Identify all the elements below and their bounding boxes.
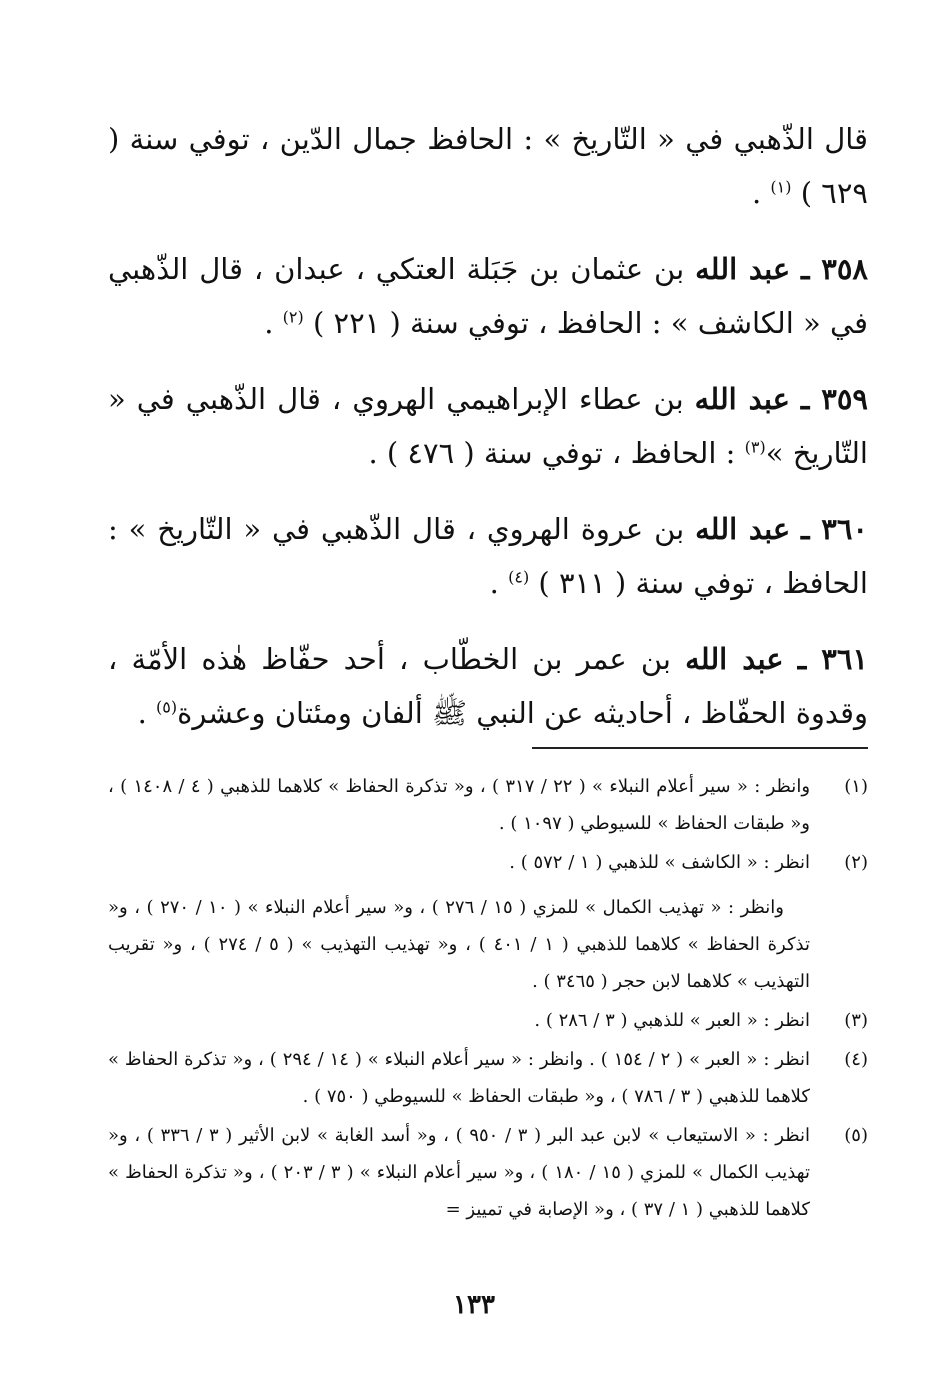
footnote-1: [108, 768, 868, 842]
footnote-5: [108, 1117, 868, 1228]
entry-number: ٣٦١ ـ: [797, 642, 868, 676]
entry-text: بن عطاء الإبراهيمي الهروي ، قال الذّهبي في « التّاريخ »: [108, 382, 868, 470]
entry-number: ٣٥٨ ـ: [801, 252, 869, 286]
entry-text: قال الذّهبي في « التّاريخ » : الحافظ جمال الدّين ، توفي سنة ( ٦٢٩ ): [108, 122, 868, 210]
footnote-ref: (٣): [744, 437, 766, 457]
footnote-text: انظر : « الكاشف » للذهبي ( ١ / ٥٧٢ ) .: [509, 852, 810, 873]
footnote-text: انظر : « الاستيعاب » لابن عبد البر ( ٣ / ٩٥٠ ) ، و« أسد الغابة » لابن الأثير ( ٣ / ٣٣٦ ) ، و« تهذيب الكمال » للمزي ( ١٥ / ١٨٠ ) ، و« سير أعلام النبلاء » ( ٣ / ٢٠٣ ) ، و« تذكرة الحفاظ » كلاهما للذهبي ( ١ / ٣٧ ) ، و« الإصابة في تمييز =: [108, 1125, 811, 1220]
entry-number: ٣٦٠ ـ: [801, 512, 869, 546]
entry-tail: .: [137, 696, 157, 730]
footnote-text: انظر : « العبر » ( ٢ / ١٥٤ ) . وانظر : « سير أعلام النبلاء » ( ١٤ / ٢٩٤ ) ، و« تذكرة الحفاظ » كلاهما للذهبي ( ٣ / ٧٨٦ ) ، و« طبقات الحفاظ » للسيوطي ( ٧٥٠ ) .: [108, 1049, 811, 1107]
footnote-ref: (٥): [156, 697, 178, 717]
footnote-2-continuation: وانظر : « تهذيب الكمال » للمزي ( ١٥ / ٢٧٦ ) ، و« سير أعلام النبلاء » ( ١٠ / ٢٧٠ ) ، و« تذكرة الحفاظ » كلاهما للذهبي ( ١ / ٤٠١ ) ، و« تهذيب التهذيب » ( ٥ / ٢٧٤ ) ، و« تقريب التهذيب » كلاهما لابن حجر ( ٣٤٦٥ ) .: [108, 897, 811, 992]
entry-tail: .: [751, 176, 771, 210]
entry-continuation: [108, 112, 868, 220]
entry-tail: .: [264, 306, 283, 340]
entry-361: [108, 632, 868, 740]
entry-360: [108, 502, 868, 610]
entry-number: ٣٥٩ ـ: [800, 382, 869, 416]
footnote-number: (٤): [844, 1049, 868, 1070]
entry-text: بن عثمان بن جَبَلة العتكي ، عبدان ، قال الذّهبي في « الكاشف » : الحافظ ، توفي سنة ( ٢٢١ ): [108, 252, 868, 340]
footnote-3: [108, 1002, 868, 1039]
footnote-number: (٢): [844, 852, 868, 873]
footnote-text: انظر : « العبر » للذهبي ( ٣ / ٢٨٦ ) .: [534, 1010, 810, 1031]
footnote-2: [108, 844, 868, 881]
entry-tail: : الحافظ ، توفي سنة ( ٤٧٦ ) .: [368, 436, 745, 470]
footnote-number: (٣): [844, 1010, 868, 1031]
entry-name: عبد الله: [695, 252, 791, 286]
footnote-divider: [532, 747, 868, 749]
entry-text: بن عروة الهروي ، قال الذّهبي في « التّاريخ » : الحافظ ، توفي سنة ( ٣١١ ): [108, 512, 868, 600]
entry-358: [108, 242, 868, 350]
page-number: ١٣٣: [453, 1290, 495, 1320]
footnote-number: (٥): [844, 1125, 868, 1146]
entry-359: [108, 372, 868, 480]
entry-name: عبد الله: [685, 642, 784, 676]
entry-tail: .: [489, 566, 509, 600]
main-text: [108, 112, 868, 762]
footnote-number: (١): [844, 776, 868, 797]
footnote-ref: (١): [770, 177, 792, 197]
footnote-ref: (٤): [508, 567, 530, 587]
footnotes: [108, 768, 868, 1230]
entry-name: عبد الله: [695, 512, 791, 546]
footnote-4: [108, 1041, 868, 1115]
footnote-text: وانظر : « سير أعلام النبلاء » ( ٢٢ / ٣١٧ ) ، و« تذكرة الحفاظ » كلاهما للذهبي ( ٤ / ١٤٠٨ ) ، و« طبقات الحفاظ » للسيوطي ( ١٠٩٧ ) .: [108, 776, 811, 834]
footnote-ref: (٢): [282, 307, 304, 327]
entry-text: بن عمر بن الخطّاب ، أحد حفّاظ هٰذه الأمّة ، وقدوة الحفّاظ ، أحاديثه عن النبي ﷺ ألفان ومئتان وعشرة: [108, 642, 868, 730]
entry-name: عبد الله: [694, 382, 790, 416]
